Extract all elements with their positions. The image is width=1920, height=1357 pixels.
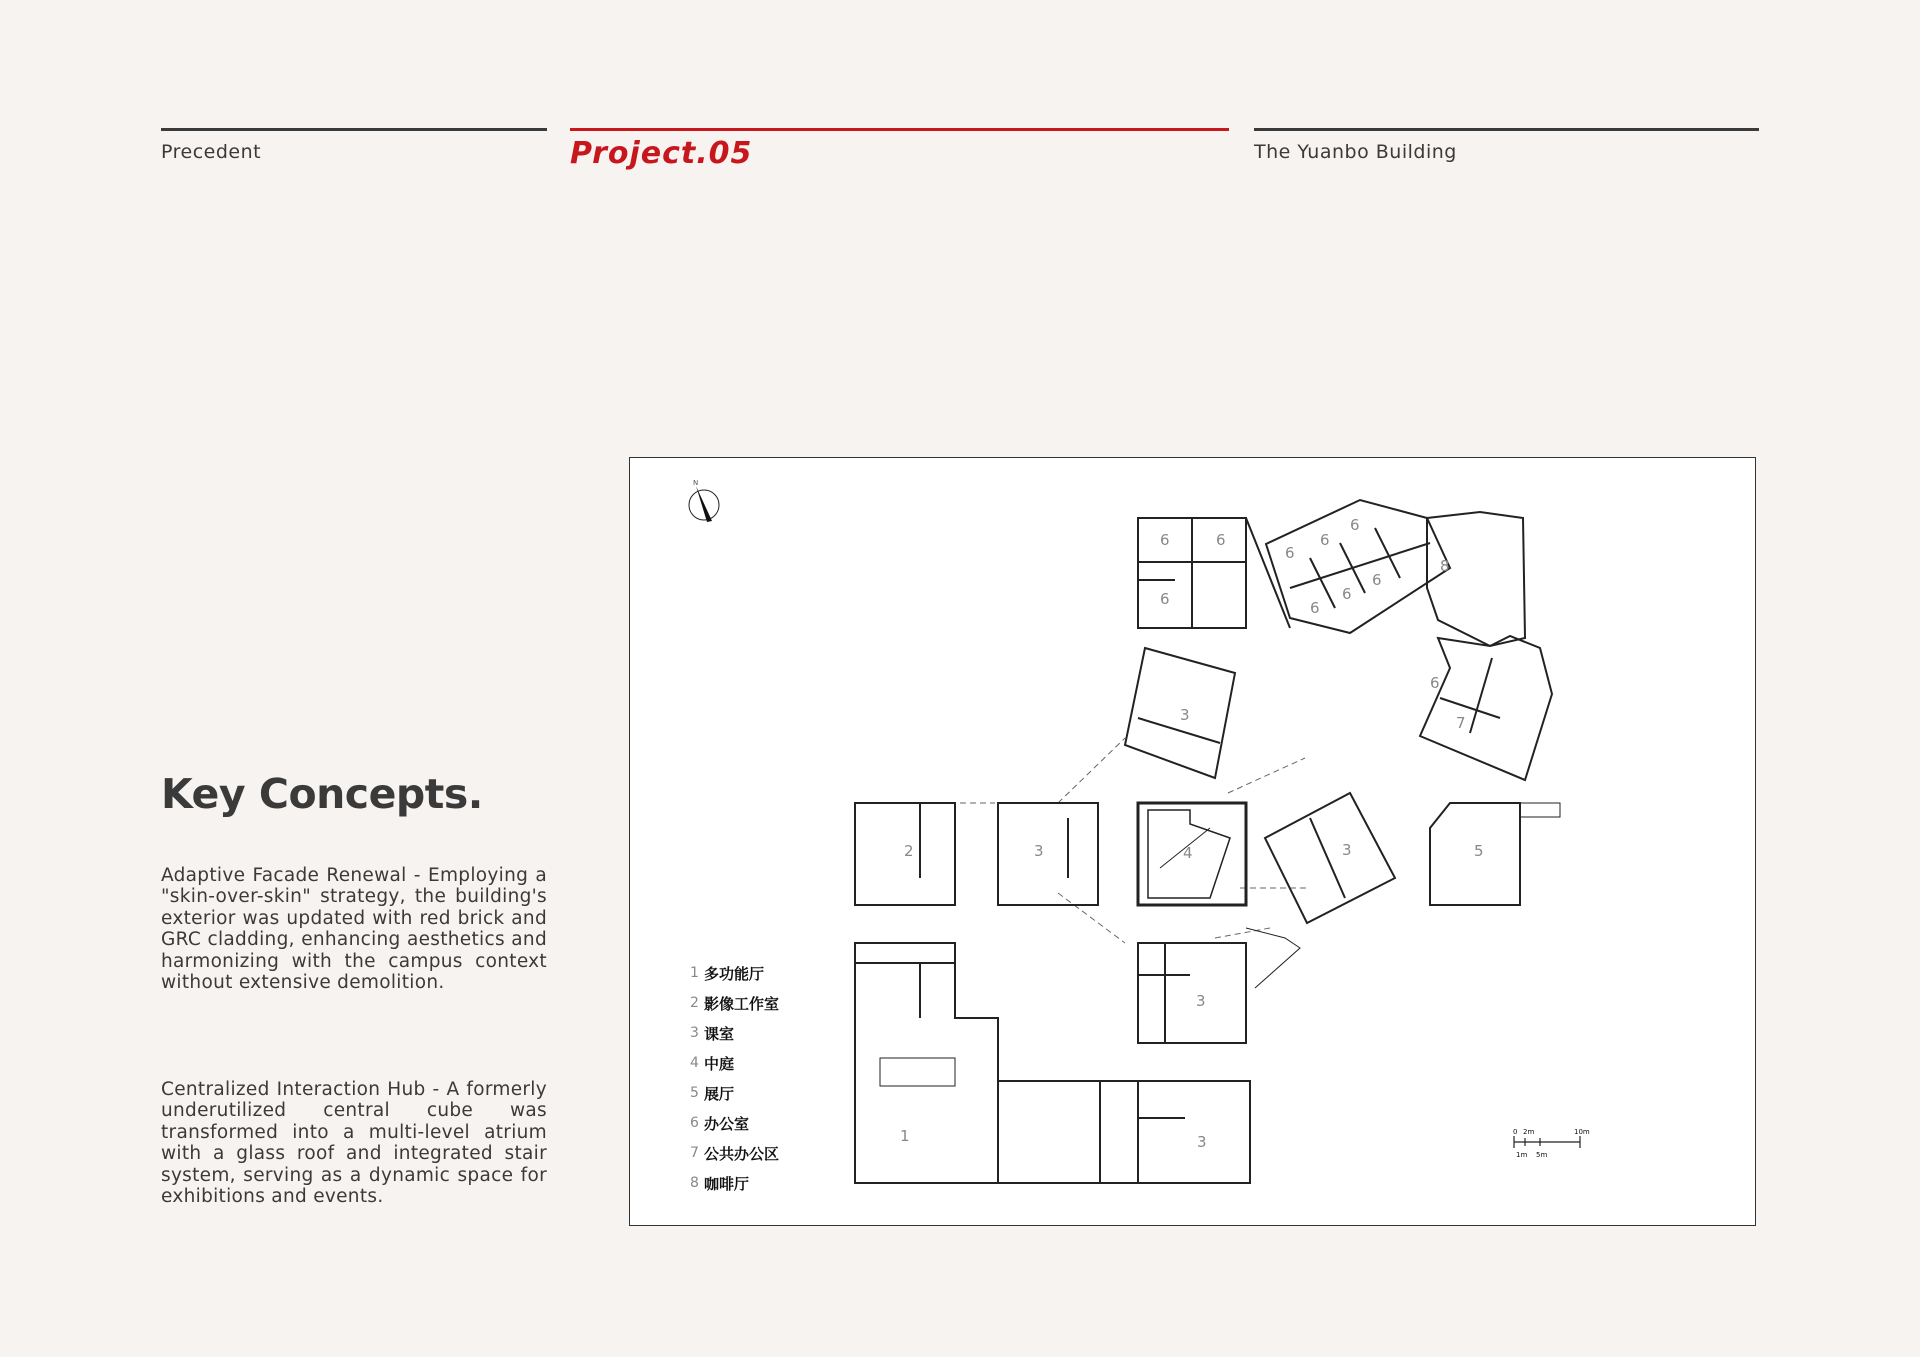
section-title: Key Concepts. (161, 770, 483, 818)
room-tag: 6 (1342, 585, 1352, 603)
plan-legend (690, 958, 779, 1198)
circulation-lines (950, 738, 1310, 943)
room-tag: 6 (1372, 571, 1382, 589)
scale-bar (1513, 1128, 1590, 1159)
project-label: Project.05 (570, 136, 753, 171)
room-tag: 6 (1310, 599, 1320, 617)
room-tag: 6 (1430, 674, 1440, 692)
legend-item: 5 展厅 (690, 1084, 735, 1103)
legend-item: 6 办公室 (690, 1114, 750, 1133)
room-tag: 5 (1474, 842, 1484, 860)
concept-paragraph-2: Centralized Interaction Hub - A formerly underutilized central cube was transformed into a multi-level atrium with a glass roof and integrated stair system, serving as a dynamic space for exhibitions and events. (161, 1079, 547, 1208)
exhibition-room-5 (1430, 803, 1560, 905)
header-right-label: The Yuanbo Building (1254, 141, 1457, 163)
room-tag: 6 (1160, 590, 1170, 608)
room-3-east (1265, 793, 1395, 923)
legend-item: 1 多功能厅 (690, 964, 765, 983)
room-3-left (998, 803, 1098, 905)
header-rule-center (570, 128, 1229, 131)
room-tag: 7 (1456, 714, 1466, 732)
scale-label-10m: 10m (1574, 1128, 1590, 1136)
room-tag: 2 (904, 842, 914, 860)
scale-label-0: 0 (1513, 1128, 1518, 1136)
north-label: N (693, 479, 699, 487)
legend-item: 3 课室 (690, 1024, 735, 1043)
office-wing (1420, 636, 1552, 780)
room-tag: 3 (1034, 842, 1044, 860)
header-rule-left (161, 128, 547, 131)
north-arrow-icon (689, 479, 719, 522)
room-tag: 6 (1285, 544, 1295, 562)
room-tag: 3 (1342, 841, 1352, 859)
room-tag: 8 (1440, 557, 1450, 575)
floor-plan-svg (630, 458, 1757, 1227)
room-tag: 3 (1197, 1133, 1207, 1151)
scale-label-5m: 5m (1536, 1151, 1548, 1159)
room-tag: 6 (1320, 531, 1330, 549)
floor-plan-drawing (629, 457, 1756, 1226)
legend-item: 4 中庭 (690, 1054, 735, 1073)
header-left-label: Precedent (161, 141, 262, 163)
room-tag: 3 (1196, 992, 1206, 1010)
legend-item: 2 影像工作室 (690, 994, 780, 1013)
room-tag: 6 (1350, 516, 1360, 534)
room-tag: 6 (1160, 531, 1170, 549)
scale-label-2m: 2m (1523, 1128, 1535, 1136)
room-tag: 4 (1183, 844, 1193, 862)
room-tag: 6 (1216, 531, 1226, 549)
concept-paragraph-1: Adaptive Facade Renewal - Employing a "skin-over-skin" strategy, the building's exterior was updated with red brick and GRC cladding, enhancing aesthetics and harmonizing with the campus context without extensive demolition. (161, 865, 547, 994)
header-rule-right (1254, 128, 1759, 131)
legend-item: 7 公共办公区 (690, 1144, 780, 1163)
scale-label-1m: 1m (1516, 1151, 1528, 1159)
multipurpose-hall-1 (855, 943, 1250, 1183)
room-3-south (1138, 928, 1300, 1043)
room-tag: 1 (900, 1127, 910, 1145)
legend-item: 8 咖啡厅 (690, 1174, 750, 1193)
room-tag: 3 (1180, 706, 1190, 724)
cafe-room (1427, 512, 1525, 646)
